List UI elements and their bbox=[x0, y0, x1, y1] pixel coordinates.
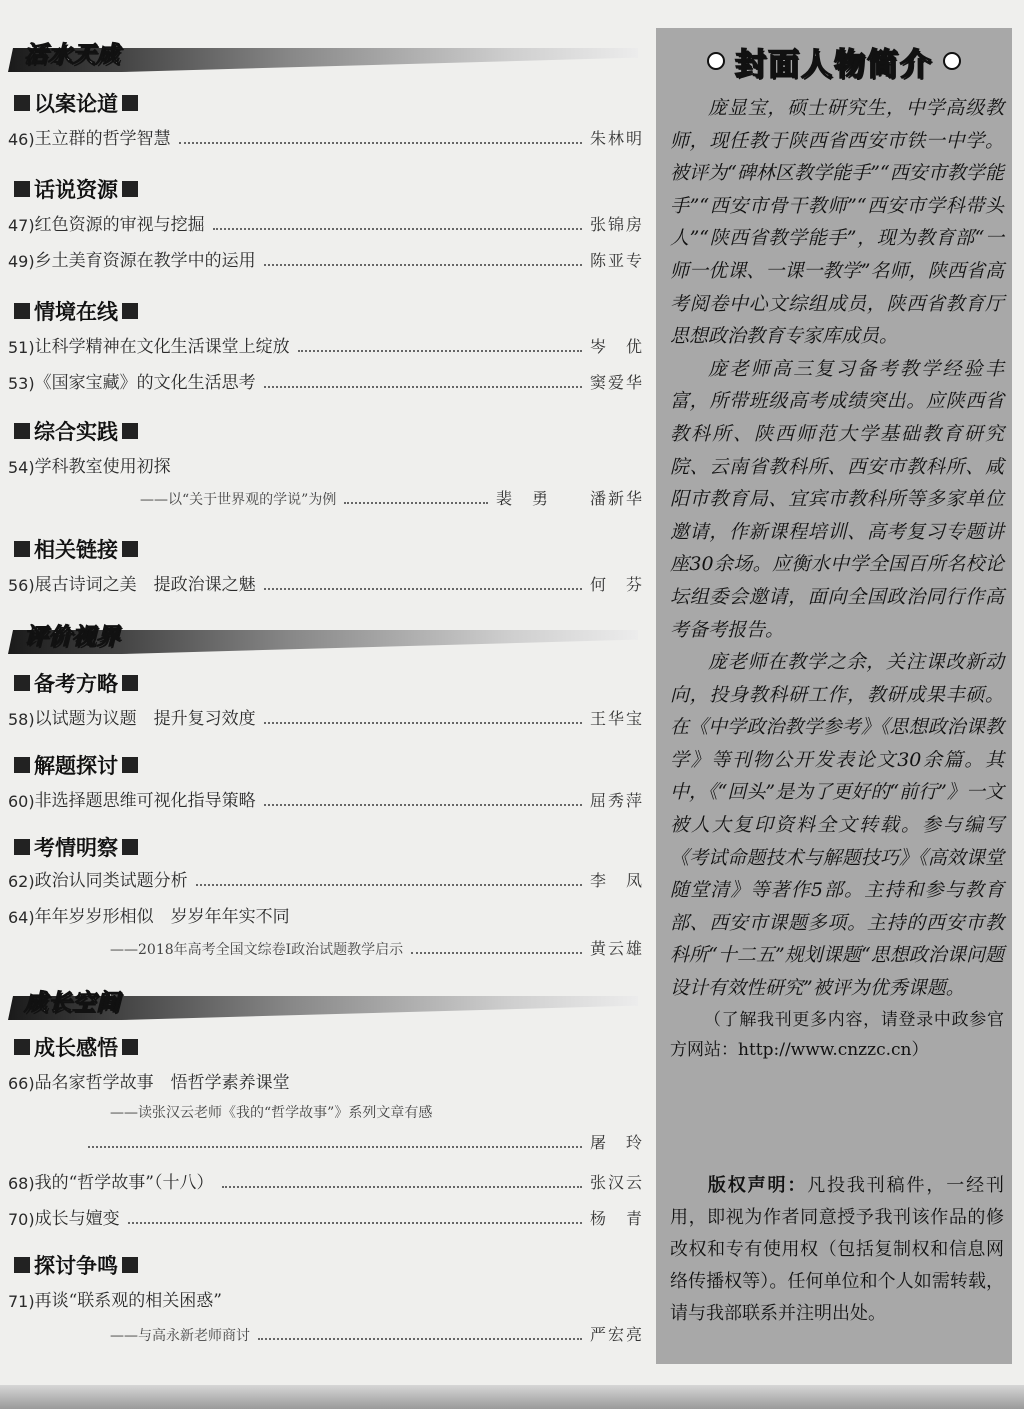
article-author: 杨 青 bbox=[589, 1209, 644, 1228]
toc-entry[interactable] bbox=[8, 1168, 644, 1193]
article-author: 黄云雄 bbox=[589, 939, 644, 958]
toc-entry[interactable] bbox=[8, 332, 644, 357]
bullet-dot-icon bbox=[707, 52, 725, 70]
article-author: 陈亚专 bbox=[589, 251, 644, 270]
section-banner-title: 评价视界 bbox=[24, 624, 120, 650]
page-number: 68) bbox=[8, 1174, 35, 1193]
article-author: 李 凤 bbox=[589, 871, 644, 890]
toc-entry[interactable] bbox=[8, 452, 644, 477]
column-heading bbox=[10, 832, 142, 862]
article-title: 王立群的哲学智慧 bbox=[34, 129, 171, 149]
article-subtitle: ——读张汉云老师《我的“哲学故事”》系列文章有感 bbox=[110, 1105, 433, 1121]
page-number: 56) bbox=[8, 576, 35, 595]
toc-entry[interactable] bbox=[8, 246, 644, 271]
copyright-text: 凡投我刊稿件，一经刊用，即视为作者同意授予我刊该作品的修改权和专有使用权（包括复制权和信息网络传播权等）。任何单位和个人如需转载，请与我部联系并注明出处。 bbox=[670, 1175, 1005, 1324]
page-number: 54) bbox=[8, 458, 35, 477]
article-author: 裴 勇 bbox=[495, 489, 550, 508]
article-subtitle: ——2018年高考全国文综卷Ⅰ政治试题教学启示 bbox=[110, 942, 404, 958]
leader-dots bbox=[179, 142, 582, 144]
column-title: 解题探讨 bbox=[34, 754, 118, 778]
article-title: 以试题为议题 提升复习效度 bbox=[34, 709, 256, 729]
toc-entry[interactable] bbox=[8, 368, 644, 393]
column-title: 成长感悟 bbox=[34, 1036, 118, 1060]
leader-dots bbox=[196, 884, 582, 886]
square-bullet-icon bbox=[122, 1257, 138, 1273]
page-number: 46) bbox=[8, 130, 35, 149]
toc-entry[interactable] bbox=[8, 124, 644, 149]
toc-entry[interactable] bbox=[8, 210, 644, 235]
cover-profile-panel bbox=[656, 28, 1012, 1364]
column-heading bbox=[10, 296, 142, 326]
article-title: 再谈“联系观的相关困惑” bbox=[34, 1291, 222, 1311]
section-banner-title: 成长空间 bbox=[24, 990, 120, 1016]
toc-subtitle-line bbox=[110, 936, 644, 959]
page-number: 51) bbox=[8, 338, 35, 357]
article-author: 屠 玲 bbox=[589, 1133, 644, 1152]
square-bullet-icon bbox=[122, 95, 138, 111]
column-title: 备考方略 bbox=[34, 672, 118, 696]
article-title: 年年岁岁形相似 岁岁年年实不同 bbox=[34, 907, 290, 927]
page-number: 71) bbox=[8, 1292, 35, 1311]
copyright-notice bbox=[670, 1170, 1004, 1330]
column-title: 考情明察 bbox=[34, 836, 118, 860]
page-number: 47) bbox=[8, 216, 35, 235]
column-title: 综合实践 bbox=[34, 420, 118, 444]
page-number: 64) bbox=[8, 908, 35, 927]
article-title: 学科教室使用初探 bbox=[34, 457, 171, 477]
leader-dots bbox=[264, 588, 582, 590]
article-title: 红色资源的审视与挖掘 bbox=[34, 215, 205, 235]
article-title: 非选择题思维可视化指导策略 bbox=[34, 791, 256, 811]
column-heading bbox=[10, 1032, 142, 1062]
column-title: 话说资源 bbox=[34, 178, 118, 202]
square-bullet-icon bbox=[122, 181, 138, 197]
article-author: 屈秀萍 bbox=[589, 791, 644, 810]
panel-header bbox=[666, 36, 1002, 86]
square-bullet-icon bbox=[14, 675, 30, 691]
bullet-dot-icon bbox=[943, 52, 961, 70]
leader-dots bbox=[264, 804, 582, 806]
column-title: 以案论道 bbox=[34, 92, 118, 116]
article-title: 品名家哲学故事 悟哲学素养课堂 bbox=[34, 1073, 290, 1093]
column-heading bbox=[10, 416, 142, 446]
column-title: 探讨争鸣 bbox=[34, 1254, 118, 1278]
leader-dots bbox=[222, 1186, 582, 1188]
copyright-label: 版权声明： bbox=[706, 1175, 808, 1196]
page-number: 70) bbox=[8, 1210, 35, 1229]
toc-entry[interactable] bbox=[8, 786, 644, 811]
column-title: 相关链接 bbox=[34, 538, 118, 562]
page-number: 58) bbox=[8, 710, 35, 729]
toc-entry[interactable] bbox=[8, 570, 644, 595]
leader-dots bbox=[213, 228, 582, 230]
toc-entry[interactable] bbox=[8, 866, 644, 891]
column-heading bbox=[10, 88, 142, 118]
article-title: 让科学精神在文化生活课堂上绽放 bbox=[34, 337, 290, 357]
article-title: 展古诗词之美 提政治课之魅 bbox=[34, 575, 256, 595]
toc-subtitle-line bbox=[80, 1130, 644, 1153]
column-heading bbox=[10, 668, 142, 698]
article-title: 政治认同类试题分析 bbox=[34, 871, 188, 891]
square-bullet-icon bbox=[122, 541, 138, 557]
leader-dots bbox=[264, 264, 582, 266]
section-banner-title: 活水天成 bbox=[24, 42, 120, 68]
article-author: 岑 优 bbox=[589, 337, 644, 356]
square-bullet-icon bbox=[122, 675, 138, 691]
profile-paragraph: 庞显宝，硕士研究生，中学高级教师，现任教于陕西省西安市铁一中学。被评为“碑林区教学能手”“西安市教学能手”“西安市骨干教师”“西安市学科带头人”“陕西省教学能手”，现为教育部“一师一优课、一课一教学”名师，陕西省高考阅卷中心文综组成员，陕西省教育厅思想政治教育专家库成员。 bbox=[670, 97, 1004, 348]
square-bullet-icon bbox=[14, 839, 30, 855]
page-number: 49) bbox=[8, 252, 35, 271]
page-number: 60) bbox=[8, 792, 35, 811]
square-bullet-icon bbox=[14, 541, 30, 557]
leader-dots bbox=[264, 722, 582, 724]
article-author: 张汉云 bbox=[589, 1173, 644, 1192]
leader-dots bbox=[258, 1338, 582, 1340]
column-title: 情境在线 bbox=[34, 300, 118, 324]
square-bullet-icon bbox=[122, 303, 138, 319]
article-title: 乡土美育资源在教学中的运用 bbox=[34, 251, 256, 271]
column-heading bbox=[10, 750, 142, 780]
article-author: 何 芬 bbox=[589, 575, 644, 594]
leader-dots bbox=[298, 350, 582, 352]
article-title: 我的“哲学故事”（十八） bbox=[34, 1173, 214, 1193]
square-bullet-icon bbox=[122, 757, 138, 773]
toc-subtitle-line bbox=[140, 486, 644, 509]
article-author: 严宏亮 bbox=[589, 1325, 644, 1344]
toc-entry[interactable] bbox=[8, 902, 644, 927]
square-bullet-icon bbox=[14, 1257, 30, 1273]
page-number: 66) bbox=[8, 1074, 35, 1093]
square-bullet-icon bbox=[14, 423, 30, 439]
leader-dots bbox=[344, 502, 488, 504]
square-bullet-icon bbox=[122, 1039, 138, 1055]
profile-paragraph: 庞老师高三复习备考教学经验丰富，所带班级高考成绩突出。应陕西省教科所、陕西师范大学基础教育研究院、云南省教科所、西安市教科所、咸阳市教育局、宜宾市教科所等多家单位邀请，作新课程培训、高考复习专题讲座30余场。应衡水中学全国百所名校论坛组委会邀请，面向全国政治同行作高考备考报告。 bbox=[670, 357, 1004, 641]
toc-subtitle-line bbox=[110, 1322, 644, 1345]
column-heading bbox=[10, 534, 142, 564]
leader-dots bbox=[128, 1222, 582, 1224]
website-note: （了解我刊更多内容，请登录中政参官方网站：http://www.cnzzc.cn） bbox=[670, 1009, 1004, 1060]
article-author: 王华宝 bbox=[589, 709, 644, 728]
article-title: 成长与嬗变 bbox=[34, 1209, 120, 1229]
square-bullet-icon bbox=[14, 95, 30, 111]
square-bullet-icon bbox=[122, 423, 138, 439]
article-author: 潘新华 bbox=[589, 489, 644, 508]
square-bullet-icon bbox=[14, 757, 30, 773]
square-bullet-icon bbox=[14, 303, 30, 319]
leader-dots bbox=[411, 952, 582, 954]
article-subtitle: ——以“关于世界观的学说”为例 bbox=[140, 492, 337, 508]
article-title: 《国家宝藏》的文化生活思考 bbox=[34, 373, 256, 393]
profile-body bbox=[670, 92, 1004, 1065]
toc-entry[interactable] bbox=[8, 1068, 644, 1093]
profile-paragraph: 庞老师在教学之余，关注课改新动向，投身教科研工作，教研成果丰硕。在《中学政治教学参考》《思想政治课教学》等刊物公开发表论文30余篇。其中，《“回头”是为了更好的“前行”》一文被人大复印资料全文转载。参与编写《考试命题技术与解题技巧》《高效课堂随堂清》等著作5部。主持和参与教育部、西安市课题多项。主持的西安市教科所“十二五”规划课题“思想政治课问题设计有效性研究”被评为优秀课题。 bbox=[670, 651, 1004, 1000]
page-bottom-edge bbox=[0, 1385, 1024, 1409]
column-heading bbox=[10, 174, 142, 204]
square-bullet-icon bbox=[14, 1039, 30, 1055]
leader-dots bbox=[264, 386, 582, 388]
column-heading bbox=[10, 1250, 142, 1280]
square-bullet-icon bbox=[122, 839, 138, 855]
page-number: 53) bbox=[8, 374, 35, 393]
panel-title: 封面人物简介 bbox=[735, 46, 933, 83]
article-subtitle: ——与高永新老师商讨 bbox=[110, 1328, 250, 1344]
article-author: 窦爱华 bbox=[589, 373, 644, 392]
article-author: 朱林明 bbox=[589, 129, 644, 148]
toc-entry[interactable] bbox=[8, 704, 644, 729]
toc-entry[interactable] bbox=[8, 1286, 644, 1311]
article-author: 张锦房 bbox=[589, 215, 644, 234]
square-bullet-icon bbox=[14, 181, 30, 197]
leader-dots bbox=[88, 1146, 582, 1148]
toc-entry[interactable] bbox=[8, 1204, 644, 1229]
page-number: 62) bbox=[8, 872, 35, 891]
